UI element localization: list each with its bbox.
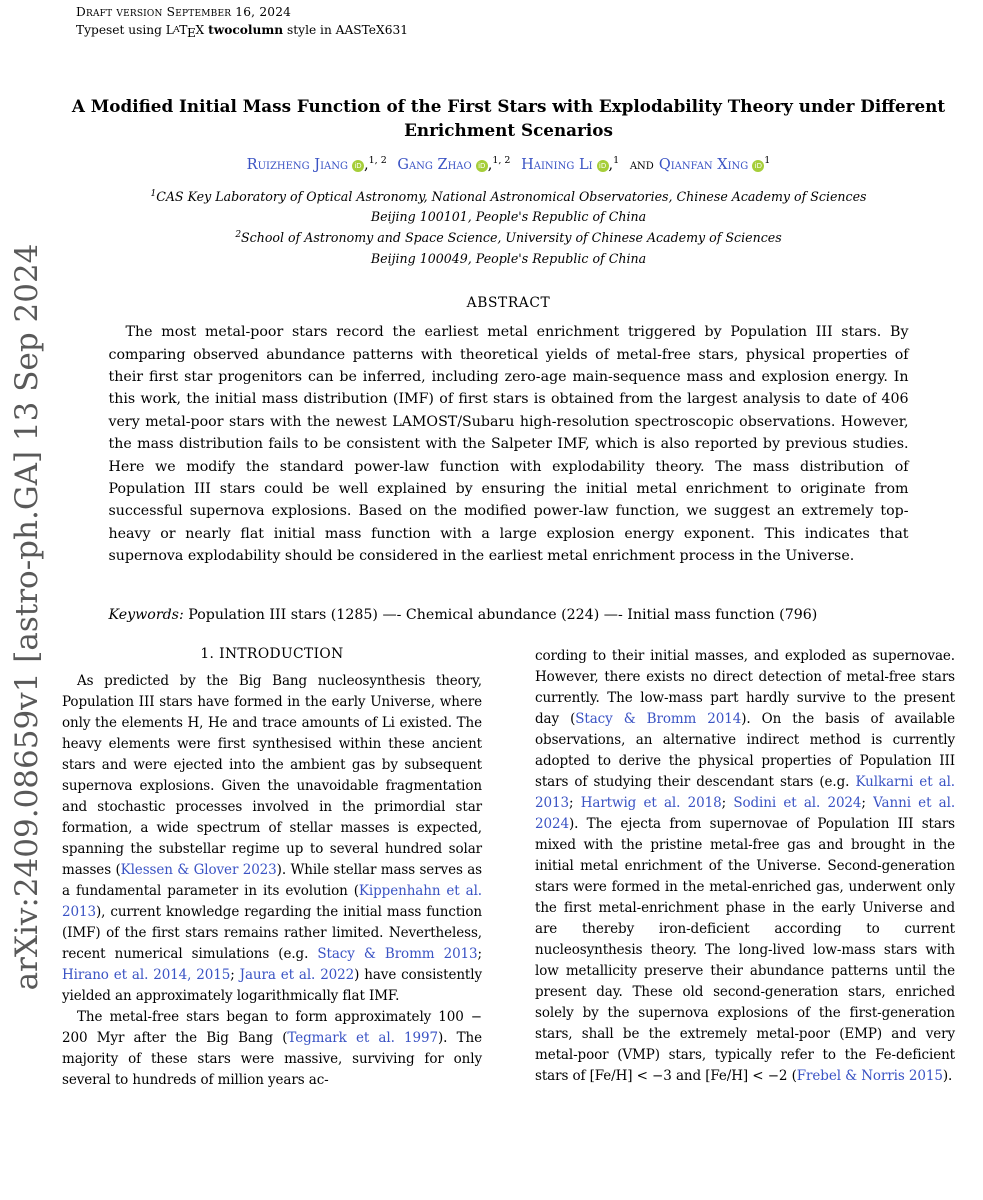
text-segment: cording to their initial masses, and exploded as supernovae. However, there exists no direct detection of metal-free stars currently. The low-mass part hardly survive to the present day (: [535, 647, 955, 727]
document-body: [62, 0, 955, 1091]
orcid-icon[interactable]: iD: [476, 160, 488, 172]
draft-version-line: Draft version September 16, 2024: [76, 5, 292, 19]
text-segment: ), current knowledge regarding the initial mass function (IMF) of the first stars remains rather limited. Nevertheless, recent numerical simulations (e.g.: [62, 903, 482, 962]
two-column-body: [62, 646, 955, 1091]
author: [630, 157, 771, 173]
orcid-icon[interactable]: iD: [352, 160, 364, 172]
text-segment: style in AASTeX631: [283, 23, 408, 38]
orcid-icon[interactable]: iD: [752, 160, 764, 172]
author-name-link[interactable]: Gang Zhao: [397, 156, 472, 173]
keywords-line: [109, 604, 909, 626]
text-segment: ;: [477, 945, 482, 962]
right-column: [535, 646, 955, 1091]
affiliation-sup: 2: [235, 230, 242, 241]
author-name-link[interactable]: Ruizheng Jiang: [246, 156, 348, 173]
author: [521, 157, 619, 173]
section-heading-introduction: 1. INTRODUCTION: [200, 645, 344, 662]
citation-link[interactable]: Frebel & Norris 2015: [796, 1067, 943, 1084]
author-prefix: and: [629, 156, 654, 173]
text-segment: ). The majority of these stars were massive, surviving for only several to hundreds of million years ac-: [62, 1029, 482, 1088]
citation-link[interactable]: Hartwig et al. 2018: [580, 794, 722, 811]
text-segment: ). The ejecta from supernovae of Population III stars mixed with the pristine metal-free gas and brought in the initial metal enrichment of the Universe. Second-generation stars were formed in the metal-enriched gas, underwent only the first metal-enrichment phase in the early Universe and are thereby iron-deficient according to current nucleosynthesis theory. The long-lived low-mass stars with low metallicity preserve their abundance patterns until the present day. These old second-generation stars, enriched solely by the supernova explosions of the first-generation stars, shall be the extremely metal-poor (EMP) and very metal-poor (VMP) stars, typically refer to the Fe-deficient stars of [Fe/H] < −3 and [Fe/H] < −2 (: [535, 815, 955, 1084]
author-separator: ,: [487, 156, 493, 173]
citation-link[interactable]: Stacy & Bromm 2014: [575, 710, 742, 727]
affiliation-text: Beijing 100101, People's Republic of China: [370, 209, 647, 225]
text-segment: twocolumn: [208, 23, 284, 38]
abstract-heading: ABSTRACT: [466, 295, 551, 312]
author-affiliation-sup: 1: [613, 155, 620, 167]
text-segment: E: [186, 26, 196, 41]
abstract-text: The most metal-poor stars record the earliest metal enrichment triggered by Population III stars. By comparing observed abundance patterns with theoretical yields of metal-free stars, physical properties of their first star progenitors can be inferred, including zero-age main-sequence mass and explosion energy. In this work, the initial mass distribution (IMF) of first stars is obtained from the largest analysis to date of 406 very metal-poor stars with the newest LAMOST/Subaru high-resolution spectroscopic observations. However, the mass distribution fails to be consistent with the Salpeter IMF, which is also reported by previous studies. Here we modify the standard power-law function with explodability theory. The mass distribution of Population III stars could be well explained by ensuring the initial metal enrichment to originate from successful supernova explosions. Based on the modified power-law function, we suggest an extremely top-heavy or nearly flat initial mass function with a large explosion energy exponent. This indicates that supernova explodability should be considered in the earliest metal enrichment process in the Universe.: [108, 324, 909, 565]
citation-link[interactable]: Tegmark et al. 1997: [287, 1029, 438, 1046]
author-separator: ,: [608, 156, 614, 173]
text-segment: ) have consistently yielded an approximately logarithmically flat IMF.: [62, 966, 482, 1004]
affiliation-text: School of Astronomy and Space Science, University of Chinese Academy of Sciences: [241, 230, 782, 246]
text-segment: As predicted by the Big Bang nucleosynthesis theory, Population III stars have formed in the early Universe, where only the elements H, He and trace amounts of Li existed. The heavy elements were first synthesised within these ancient stars and were ejected into the ambient gas by subsequent supernova explosions. Given the unavoidable fragmentation and stochastic processes involved in the primordial star formation, a wide spectrum of stellar masses is expected, spanning the substellar regime up to several hundred solar masses (: [62, 672, 482, 878]
paper-title: A Modified Initial Mass Function of the First Stars with Explodability Theory under Different Enrichment Scenarios: [71, 96, 946, 140]
citation-link[interactable]: Sodini et al. 2024: [733, 794, 862, 811]
affiliation-line: [62, 207, 955, 228]
affiliation-text: CAS Key Laboratory of Optical Astronomy, National Astronomical Observatories, Chinese Academy of Sciences: [156, 189, 867, 205]
citation-link[interactable]: Vanni et al. 2024: [535, 794, 956, 832]
author-affiliation-sup: 1, 2: [492, 155, 511, 167]
author-line: [62, 155, 955, 173]
affiliation-line: [62, 249, 955, 270]
paragraph: [62, 1007, 482, 1091]
arxiv-watermark: arXiv:2409.08659v1 [astro-ph.GA] 13 Sep 2024: [9, 243, 45, 991]
text-segment: T: [179, 23, 188, 38]
citation-link[interactable]: Hirano et al. 2014, 2015: [62, 966, 231, 983]
author: [397, 157, 510, 173]
text-segment: ;: [721, 794, 734, 811]
text-segment: ). While stellar mass serves as a fundamental parameter in its evolution (: [62, 861, 482, 899]
author-name-link[interactable]: Qianfan Xing: [658, 156, 749, 173]
text-segment: Typeset using L: [76, 23, 174, 38]
affiliations: [62, 187, 955, 269]
author: [247, 157, 387, 173]
keywords-label: Keywords:: [108, 606, 184, 623]
orcid-icon[interactable]: iD: [597, 160, 609, 172]
author-affiliation-sup: 1, 2: [368, 155, 387, 167]
citation-link[interactable]: Kulkarni et al. 2013: [535, 773, 955, 811]
text-segment: ).: [942, 1067, 953, 1084]
citation-link[interactable]: Jaura et al. 2022: [239, 966, 355, 983]
text-segment: X: [195, 23, 209, 38]
paragraph: [62, 671, 482, 1007]
affiliation-line: [62, 187, 955, 208]
citation-link[interactable]: Kippenhahn et al. 2013: [62, 882, 482, 920]
text-segment: The metal-free stars began to form approximately 100 − 200 Myr after the Big Bang (: [62, 1008, 482, 1046]
text-segment: ;: [230, 966, 240, 983]
citation-link[interactable]: Klessen & Glover 2023: [120, 861, 277, 878]
citation-link[interactable]: Stacy & Bromm 2013: [317, 945, 478, 962]
author-name-link[interactable]: Haining Li: [521, 156, 593, 173]
text-segment: ;: [861, 794, 874, 811]
paragraph: [535, 646, 955, 1087]
affiliation-line: [62, 228, 955, 249]
keywords-text: Population III stars (1285) —- Chemical abundance (224) —- Initial mass function (796): [188, 606, 818, 623]
text-segment: ). On the basis of available observations, an alternative indirect method is currently adopted to derive the physical properties of Population III stars of studying their descendant stars (e.g.: [535, 710, 955, 790]
left-column: [62, 646, 482, 1091]
affiliation-sup: 1: [150, 188, 157, 199]
text-segment: ;: [568, 794, 581, 811]
text-segment: A: [173, 24, 180, 35]
author-separator: ,: [364, 156, 369, 173]
affiliation-text: Beijing 100049, People's Republic of China: [370, 250, 647, 266]
author-affiliation-sup: 1: [764, 155, 771, 167]
